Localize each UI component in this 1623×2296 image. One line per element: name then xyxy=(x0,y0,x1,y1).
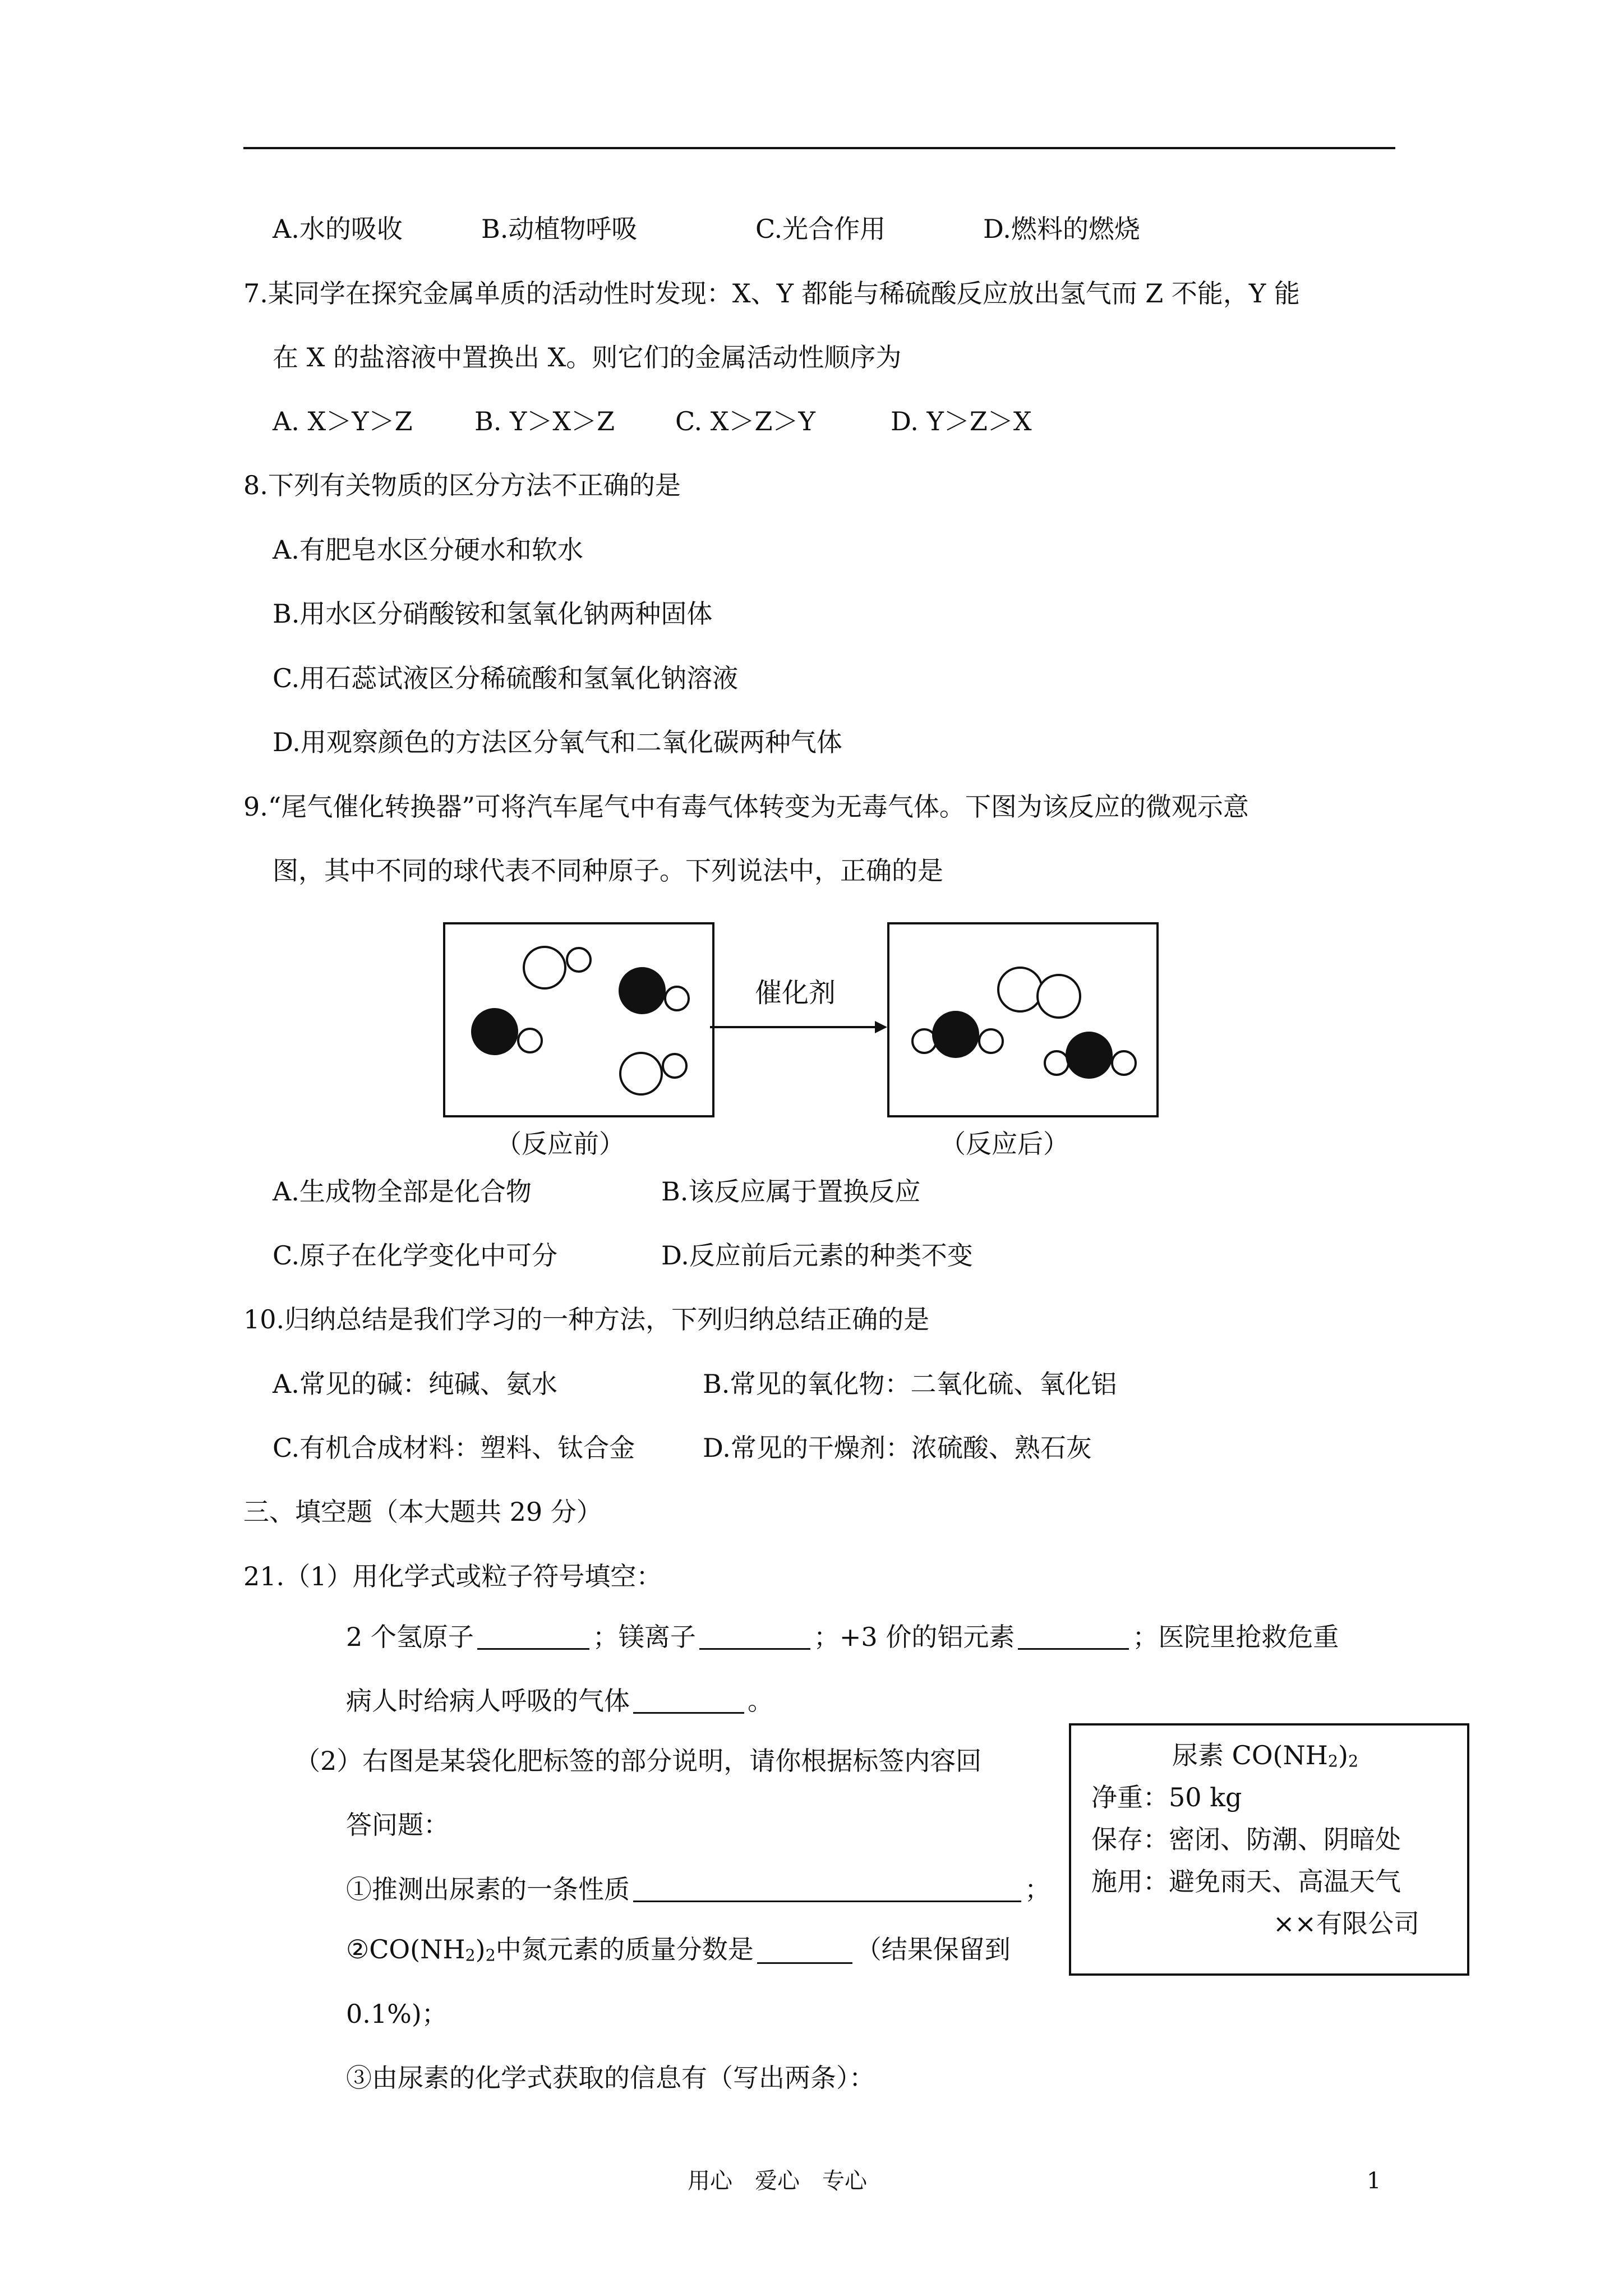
q6-option-b: B.动植物呼吸 xyxy=(481,214,638,244)
q21-part1-line2 xyxy=(346,1687,773,1714)
q10-stem: 10.归纳总结是我们学习的一种方法，下列归纳总结正确的是 xyxy=(243,1304,930,1335)
q7-option-b: B. Y＞X＞Z xyxy=(474,406,615,436)
black-atom xyxy=(620,968,665,1013)
after-molecules xyxy=(889,924,1156,1115)
q7-option-c: C. X＞Z＞Y xyxy=(675,406,815,436)
white-atom xyxy=(524,947,565,988)
label-storage: 保存：密闭、防潮、阴暗处 xyxy=(1091,1824,1401,1855)
q9-options-row1 xyxy=(273,1176,921,1207)
label-title xyxy=(1172,1742,1358,1770)
answer-blank-gas[interactable] xyxy=(633,1687,744,1714)
q7-options xyxy=(273,408,1032,434)
formula-sub: 2 xyxy=(465,1946,476,1965)
answer-blank-mass-fraction[interactable] xyxy=(757,1938,852,1964)
black-atom xyxy=(933,1012,978,1057)
q7-option-d: D. Y＞Z＞X xyxy=(891,406,1032,436)
page-number: 1 xyxy=(1367,2168,1381,2194)
q9-option-b: B.该反应属于置换反应 xyxy=(661,1176,921,1207)
q21-item1-end: ； xyxy=(1025,1874,1050,1904)
q21-text-magnesium-ion: ；镁离子 xyxy=(592,1622,696,1652)
q6-options xyxy=(273,216,1140,242)
white-atom xyxy=(1112,1051,1136,1075)
reaction-arrow xyxy=(710,1019,887,1036)
header-rule xyxy=(243,147,1395,149)
catalyst-label: 催化剂 xyxy=(755,977,836,1009)
white-atom xyxy=(663,1054,686,1078)
q21-text-breathing-gas: 病人时给病人呼吸的气体 xyxy=(346,1686,630,1716)
q8-option-a: A.有肥皂水区分硬水和软水 xyxy=(273,535,583,565)
white-atom xyxy=(979,1029,1003,1053)
q21-part2-line2: 答问题： xyxy=(346,1810,449,1840)
q7-stem-line1: 7.某同学在探究金属单质的活动性时发现：X、Y 都能与稀硫酸反应放出氢气而 Z 不能，Y 能 xyxy=(243,278,1300,309)
footer-motto: 用心 爱心 专心 xyxy=(688,2168,867,2194)
q8-stem: 8.下列有关物质的区分方法不正确的是 xyxy=(243,470,681,500)
q21-item2-line2: 0.1%)； xyxy=(346,1999,448,2029)
black-atom xyxy=(472,1009,517,1054)
q21-text-hospital: ；医院里抢救危重 xyxy=(1132,1622,1339,1652)
q9-option-d: D.反应前后元素的种类不变 xyxy=(661,1240,973,1271)
q8-option-b: B.用水区分硝酸铵和氢氧化钠两种固体 xyxy=(273,599,713,629)
q21-item1-text: ①推测出尿素的一条性质 xyxy=(346,1874,630,1904)
label-title-part: ) xyxy=(1338,1740,1348,1770)
section-3-heading: 三、填空题（本大题共 29 分） xyxy=(243,1497,602,1527)
q8-option-d: D.用观察颜色的方法区分氧气和二氧化碳两种气体 xyxy=(273,727,842,757)
answer-blank-magnesium[interactable] xyxy=(699,1623,810,1650)
formula-part: ②CO(NH xyxy=(346,1934,465,1964)
answer-blank-hydrogen[interactable] xyxy=(477,1623,589,1650)
q10-option-a: A.常见的碱：纯碱、氨水 xyxy=(273,1369,557,1399)
q10-option-b: B.常见的氧化物：二氧化硫、氧化铝 xyxy=(703,1369,1117,1399)
before-molecules xyxy=(445,924,712,1115)
label-title-part: 尿素 CO(NH xyxy=(1172,1740,1328,1770)
formula-sub: 2 xyxy=(485,1946,496,1965)
q10-options-row1 xyxy=(273,1371,1117,1397)
formula-part: ) xyxy=(475,1934,486,1964)
q6-option-c: C.光合作用 xyxy=(755,214,886,244)
q21-item1 xyxy=(346,1876,1050,1902)
q10-option-d: D.常见的干燥剂：浓硫酸、熟石灰 xyxy=(703,1433,1092,1463)
q9-stem-line2: 图，其中不同的球代表不同种原子。下列说法中，正确的是 xyxy=(273,855,943,886)
label-usage: 施用：避免雨天、高温天气 xyxy=(1091,1866,1401,1897)
white-atom xyxy=(620,1053,662,1094)
q21-item2 xyxy=(346,1936,1011,1964)
q9-options-row2 xyxy=(273,1240,973,1271)
label-company: ××有限公司 xyxy=(1273,1908,1420,1939)
q9-option-c: C.原子在化学变化中可分 xyxy=(273,1240,558,1271)
q10-options-row2 xyxy=(273,1435,1092,1461)
caption-before: （反应前） xyxy=(496,1129,625,1159)
label-title-sub: 2 xyxy=(1327,1752,1338,1771)
before-reaction-box xyxy=(443,922,714,1117)
q10-option-c: C.有机合成材料：塑料、钛合金 xyxy=(273,1433,635,1463)
caption-after: （反应后） xyxy=(940,1129,1069,1159)
q9-option-a: A.生成物全部是化合物 xyxy=(273,1176,532,1207)
white-atom xyxy=(998,968,1042,1011)
q7-stem-line2: 在 X 的盐溶液中置换出 X。则它们的金属活动性顺序为 xyxy=(273,342,902,372)
q21-text-aluminum: ；+3 价的铝元素 xyxy=(813,1622,1015,1652)
q21-part1-stem: 21.（1）用化学式或粒子符号填空： xyxy=(243,1561,662,1591)
white-atom xyxy=(1038,975,1080,1018)
q8-option-c: C.用石蕊试液区分稀硫酸和氢氧化钠溶液 xyxy=(273,663,739,693)
white-atom xyxy=(518,1029,542,1052)
black-atom xyxy=(1067,1033,1112,1078)
white-atom xyxy=(567,948,591,972)
q21-part1-line1 xyxy=(346,1623,1339,1650)
q21-item2-note: （结果保留到 xyxy=(855,1934,1011,1964)
q21-item2-text: 中氮元素的质量分数是 xyxy=(495,1934,754,1964)
q6-option-d: D.燃料的燃烧 xyxy=(983,214,1140,244)
fertilizer-label xyxy=(1069,1723,1469,1976)
q9-stem-line1: 9.“尾气催化转换器”可将汽车尾气中有毒气体转变为无毒气体。下图为该反应的微观示意 xyxy=(243,792,1249,822)
q21-item3: ③由尿素的化学式获取的信息有（写出两条）： xyxy=(346,2063,875,2093)
q21-text-hydrogen-atoms: 2 个氢原子 xyxy=(346,1622,474,1652)
white-atom xyxy=(1045,1051,1068,1075)
white-atom xyxy=(665,987,689,1010)
q6-option-a: A.水的吸收 xyxy=(273,214,403,244)
q21-part2-line1: （2）右图是某袋化肥标签的部分说明，请你根据标签内容回 xyxy=(294,1746,982,1776)
label-net-weight: 净重：50 kg xyxy=(1091,1782,1242,1812)
answer-blank-aluminum[interactable] xyxy=(1018,1623,1129,1650)
answer-blank-property[interactable] xyxy=(633,1876,1021,1902)
q7-option-a: A. X＞Y＞Z xyxy=(273,406,413,436)
after-reaction-box xyxy=(887,922,1159,1117)
q21-period: 。 xyxy=(748,1686,773,1716)
label-title-sub: 2 xyxy=(1348,1752,1359,1771)
